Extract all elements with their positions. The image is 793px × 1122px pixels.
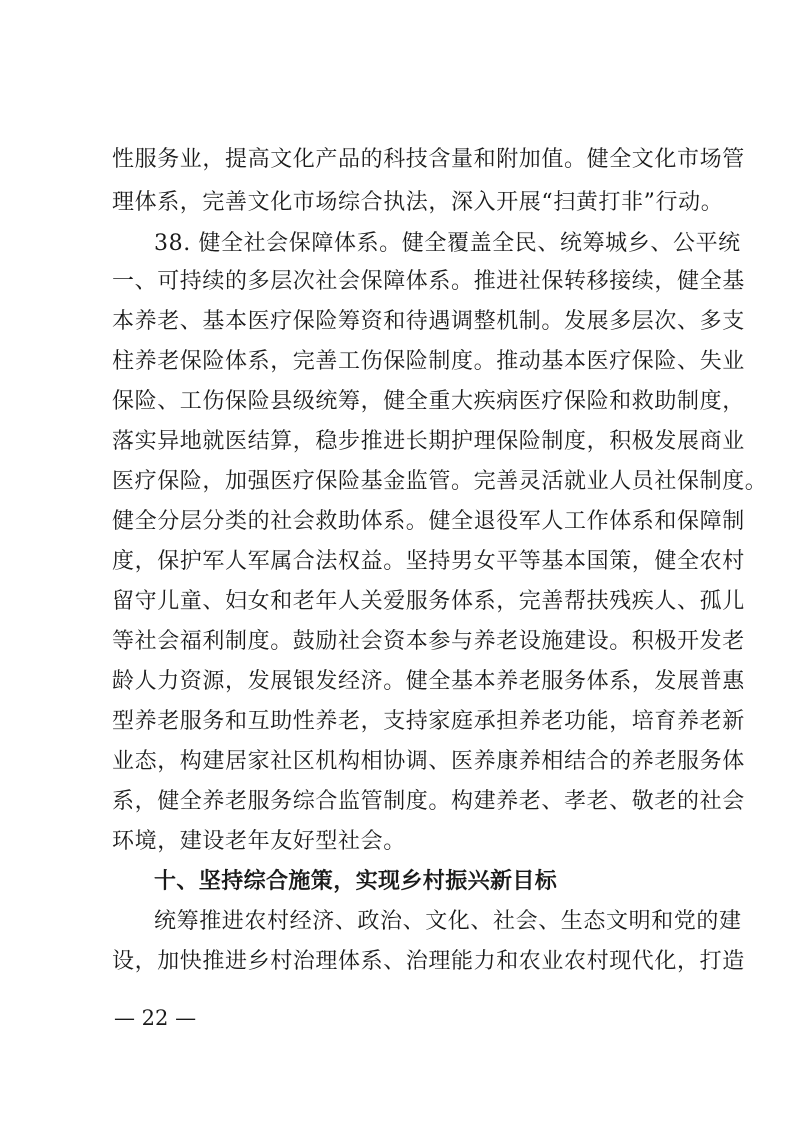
text-line: 本养老、基本医疗保险筹资和待遇调整机制。发展多层次、多支	[112, 309, 745, 334]
page-number: — 22 —	[114, 1006, 197, 1030]
text-line-section-38: 38. 健全社会保障体系。健全覆盖全民、统筹城乡、公平统	[154, 231, 741, 256]
text-line: 度，保护军人军属合法权益。坚持男女平等基本国策，健全农村	[112, 549, 745, 574]
text-line: 龄人力资源，发展银发经济。健全基本养老服务体系，发展普惠	[112, 669, 745, 694]
text-line: 一、可持续的多层次社会保障体系。推进社保转移接续，健全基	[112, 269, 745, 294]
text-line: 医疗保险，加强医疗保险基金监管。完善灵活就业人员社保制度。	[112, 469, 768, 494]
text-line: 落实异地就医结算，稳步推进长期护理保险制度，积极发展商业	[112, 429, 745, 454]
text-line: 理体系，完善文化市场综合执法，深入开展“扫黄打非”行动。	[112, 190, 724, 215]
text-line: 设，加快推进乡村治理体系、治理能力和农业农村现代化，打造	[112, 949, 745, 974]
text-line: 型养老服务和互助性养老，支持家庭承担养老功能，培育养老新	[112, 709, 745, 734]
text-line: 系，健全养老服务综合监管制度。构建养老、孝老、敬老的社会	[112, 789, 745, 814]
text-line: 业态，构建居家社区机构相协调、医养康养相结合的养老服务体	[112, 749, 745, 774]
text-line: 等社会福利制度。鼓励社会资本参与养老设施建设。积极开发老	[112, 629, 745, 654]
text-line: 留守儿童、妇女和老年人关爱服务体系，完善帮扶残疾人、孤儿	[112, 589, 745, 614]
section-heading: 十、坚持综合施策，实现乡村振兴新目标	[154, 869, 558, 894]
text-line: 保险、工伤保险县级统筹，健全重大疾病医疗保险和救助制度，	[112, 389, 745, 414]
text-line: 性服务业，提高文化产品的科技含量和附加值。健全文化市场管	[112, 147, 745, 172]
text-line: 健全分层分类的社会救助体系。健全退役军人工作体系和保障制	[112, 509, 745, 534]
text-line: 统筹推进农村经济、政治、文化、社会、生态文明和党的建	[154, 909, 742, 934]
text-line: 柱养老保险体系，完善工伤保险制度。推动基本医疗保险、失业	[112, 349, 745, 374]
text-line: 环境，建设老年友好型社会。	[112, 829, 406, 854]
